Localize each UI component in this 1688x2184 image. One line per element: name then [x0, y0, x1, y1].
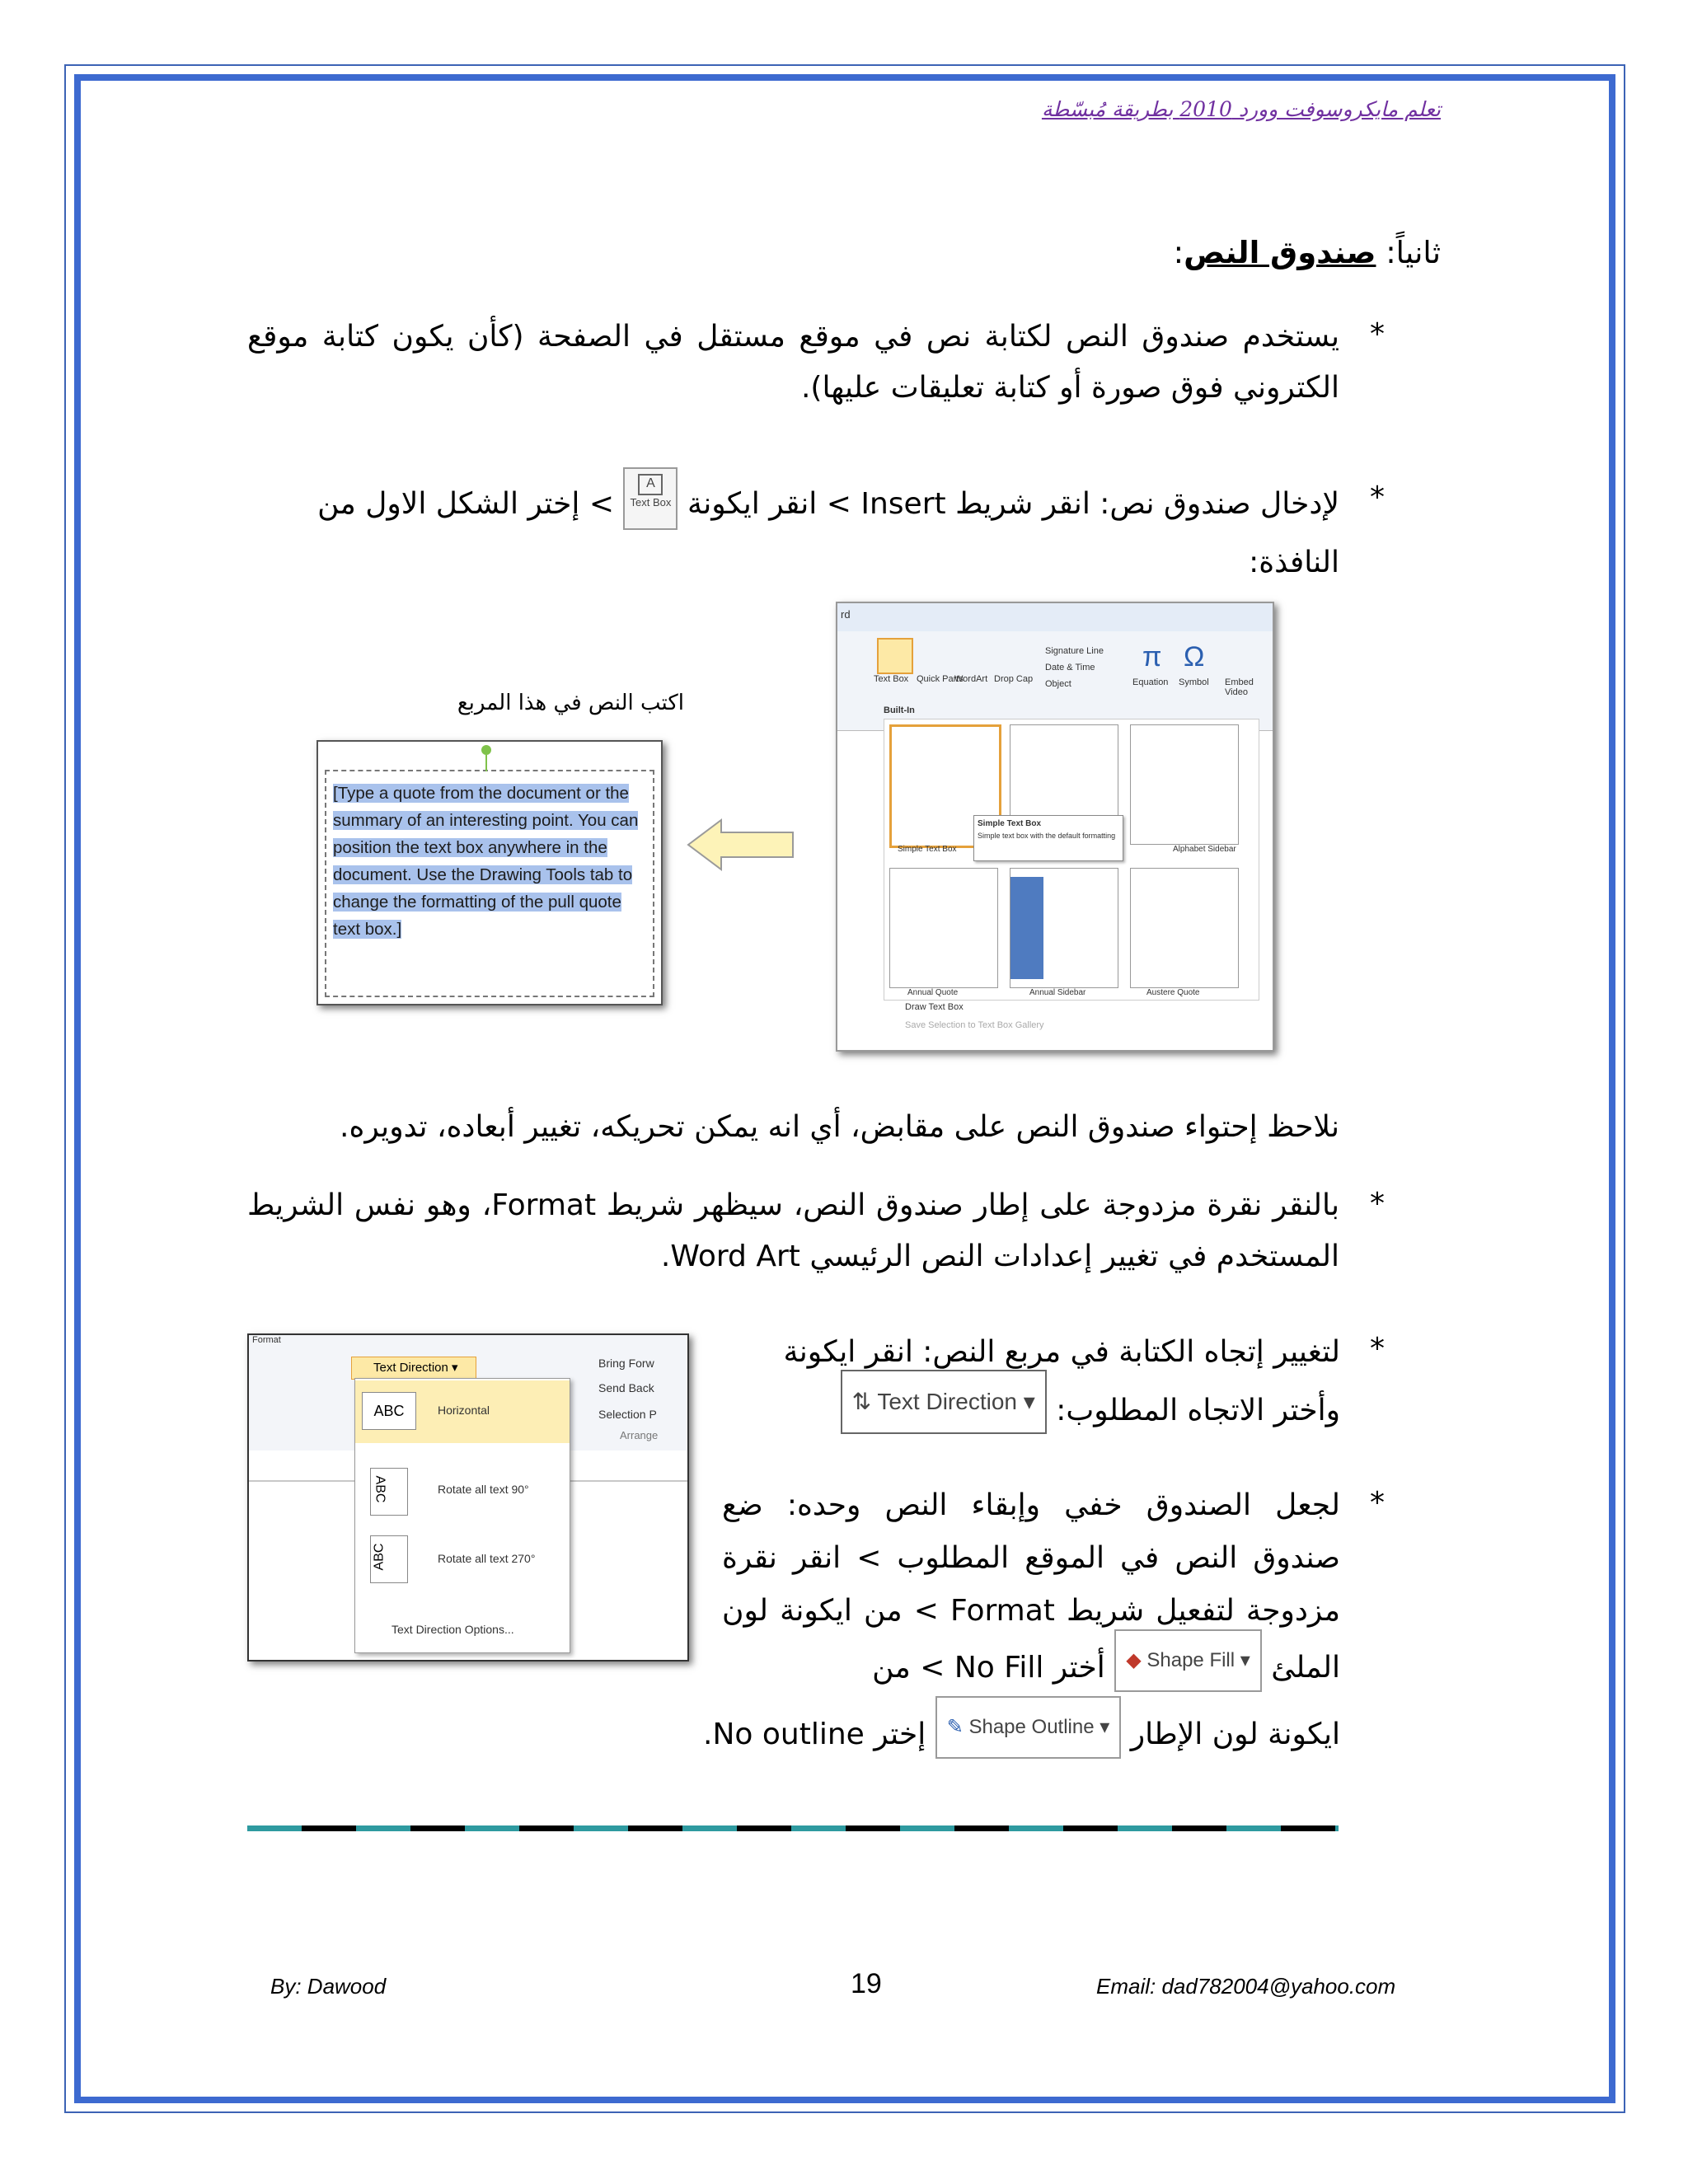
shape-fill-icon: ◆ Shape Fill ▾: [1114, 1629, 1262, 1692]
draw-text-box-item[interactable]: Draw Text Box: [905, 1002, 964, 1012]
window-titlebar: [837, 603, 1273, 631]
arrow-left-icon: [684, 816, 799, 874]
text-direction-instruction-2: وأختر الاتجاه المطلوب:: [1056, 1394, 1340, 1427]
section-heading: [1174, 235, 1441, 270]
paragraph-handles: نلاحظ إحتواء صندوق النص على مقابض، أي انه يمكن تحريكه، تغيير أبعاده، تدويره.: [340, 1110, 1339, 1144]
gallery-label: Alphabet Sidebar: [1173, 845, 1236, 854]
gallery-item[interactable]: [1130, 724, 1239, 845]
ribbon-embed-label: Embed Video: [1225, 677, 1254, 697]
footer-author: By: Dawood: [270, 1974, 387, 1999]
text-box-button[interactable]: [877, 638, 913, 674]
option-preview-horizontal: ABC: [362, 1392, 416, 1430]
gallery-label: Annual Quote: [907, 988, 959, 997]
gallery-label: Annual Sidebar: [1029, 988, 1086, 997]
gallery-item[interactable]: [889, 868, 998, 988]
paragraph-insert-textbox: [247, 474, 1339, 589]
bullet-marker: *: [1370, 1486, 1385, 1520]
ribbon-date-time: Date & Time: [1045, 663, 1095, 673]
bullet-marker: *: [1370, 1332, 1385, 1366]
footer-email: Email: dad782004@yahoo.com: [1096, 1974, 1396, 1999]
quote-text: [Type a quote from the document or the summary of an interesting point. You can position the text box anywhere in the document. Use the Drawing Tools tab to change the formatting of the pull quote text box.]: [333, 784, 639, 939]
ribbon-equation-label: Equation: [1132, 677, 1169, 687]
insert-ribbon-screenshot: [836, 602, 1274, 1052]
text-direction-icon: ⇅ Text Direction ▾: [841, 1370, 1047, 1434]
symbol-icon: Ω: [1184, 641, 1205, 673]
gallery-panel: [884, 719, 1259, 1001]
gallery-label: Simple Text Box: [898, 845, 957, 854]
ribbon-btn-quickparts-label: Quick Parts: [917, 674, 964, 684]
ribbon-symbol-label: Symbol: [1179, 677, 1209, 687]
ribbon-object: Object: [1045, 679, 1071, 689]
format-tab: Format: [252, 1335, 281, 1345]
header-title: تعلم مايكروسوفت وورد 2010 بطريقة مُبسّطة: [1041, 97, 1441, 121]
insert-instruction-text-2: > إختر الشكل الاول من النافذة:: [317, 487, 1339, 579]
bullet-marker: *: [1370, 1187, 1385, 1221]
bullet-marker: *: [1370, 317, 1385, 351]
bullet-marker: *: [1370, 480, 1385, 514]
rotation-handle: [481, 745, 491, 755]
option-rotate-90[interactable]: Rotate all text 90°: [438, 1483, 529, 1496]
option-preview-rotate-90: ABC: [370, 1468, 408, 1516]
send-backward[interactable]: Send Back: [598, 1381, 654, 1394]
shape-outline-icon: ✎ Shape Outline ▾: [935, 1696, 1122, 1759]
paragraph-format-ribbon: بالنقر نقرة مزدوجة على إطار صندوق النص، سيظهر شريط Format، وهو نفس الشريط المستخدم في تغيير إعدادات النص الرئيسي Word Art.: [247, 1188, 1339, 1273]
gallery-item[interactable]: [1130, 868, 1239, 988]
ribbon-btn-textbox-label: Text Box: [874, 674, 909, 684]
ribbon-signature-line: Signature Line: [1045, 646, 1104, 656]
gallery-header: Built-In: [884, 705, 915, 715]
text-direction-menu: [354, 1378, 570, 1653]
paragraph-hide-box: [722, 1479, 1340, 1700]
paragraph-textbox-usage: يستخدم صندوق النص لكتابة نص في موقع مستقل في الصفحة (كأن يكون كتابة موقع الكتروني فوق صورة أو كتابة تعليقات عليها).: [247, 320, 1339, 405]
paragraph-text-direction: [722, 1325, 1340, 1444]
text-direction-instruction: لتغيير إتجاه الكتابة في مربع النص: انقر ايكونة: [783, 1335, 1340, 1369]
ribbon-btn-dropcap-label: Drop Cap: [994, 674, 1034, 684]
option-rotate-270[interactable]: Rotate all text 270°: [438, 1552, 536, 1565]
insert-instruction-text: لإدخال صندوق نص: انقر شريط Insert > انقر ايكونة: [687, 487, 1339, 521]
tooltip: Simple Text Box Simple text box with the default formatting: [973, 815, 1123, 861]
rotation-handle-stem: [485, 755, 487, 771]
selection-pane[interactable]: Selection P: [598, 1408, 657, 1421]
textbox-preview: [316, 740, 663, 1005]
option-preview-rotate-270: ABC: [370, 1535, 408, 1583]
section-suffix: :: [1173, 235, 1184, 270]
arrange-label: Arrange: [620, 1429, 659, 1441]
ribbon-btn-wordart-label: WordArt: [954, 674, 988, 684]
option-text-direction-options[interactable]: Text Direction Options...: [392, 1623, 514, 1636]
page-number: 19: [851, 1968, 882, 1999]
text-direction-screenshot: [247, 1333, 689, 1661]
no-fill-instruction: أختر No Fill > من: [872, 1651, 1105, 1685]
gallery-item[interactable]: [1010, 868, 1118, 988]
decorative-divider: [247, 1825, 1339, 1831]
gallery-label: Austere Quote: [1146, 988, 1200, 997]
figure-caption: اكتب النص في هذا المربع: [457, 691, 684, 715]
equation-icon: π: [1142, 641, 1162, 673]
no-outline-instruction: إختر No outline.: [703, 1718, 926, 1751]
hide-box-instruction: لجعل الصندوق خفي وإبقاء النص وحده: ضع صندوق النص في الموقع المطلوب > انقر نقرة مزدوجة لتفعيل شريط Format > من ايكونة لون الملئ: [722, 1488, 1341, 1685]
paragraph-no-outline: [577, 1704, 1340, 1767]
section-prefix: ثانياً:: [1376, 235, 1441, 270]
text-box-icon: A Text Box: [623, 467, 678, 530]
outline-instruction: ايكونة لون الإطار: [1130, 1718, 1340, 1751]
save-selection-item: Save Selection to Text Box Gallery: [905, 1020, 1044, 1030]
bring-forward[interactable]: Bring Forw: [598, 1357, 654, 1370]
text-direction-dropdown[interactable]: Text Direction ▾: [351, 1357, 476, 1380]
section-title: صندوق النص: [1184, 235, 1376, 270]
option-horizontal[interactable]: Horizontal: [438, 1404, 490, 1417]
window-title: rd: [841, 608, 851, 621]
